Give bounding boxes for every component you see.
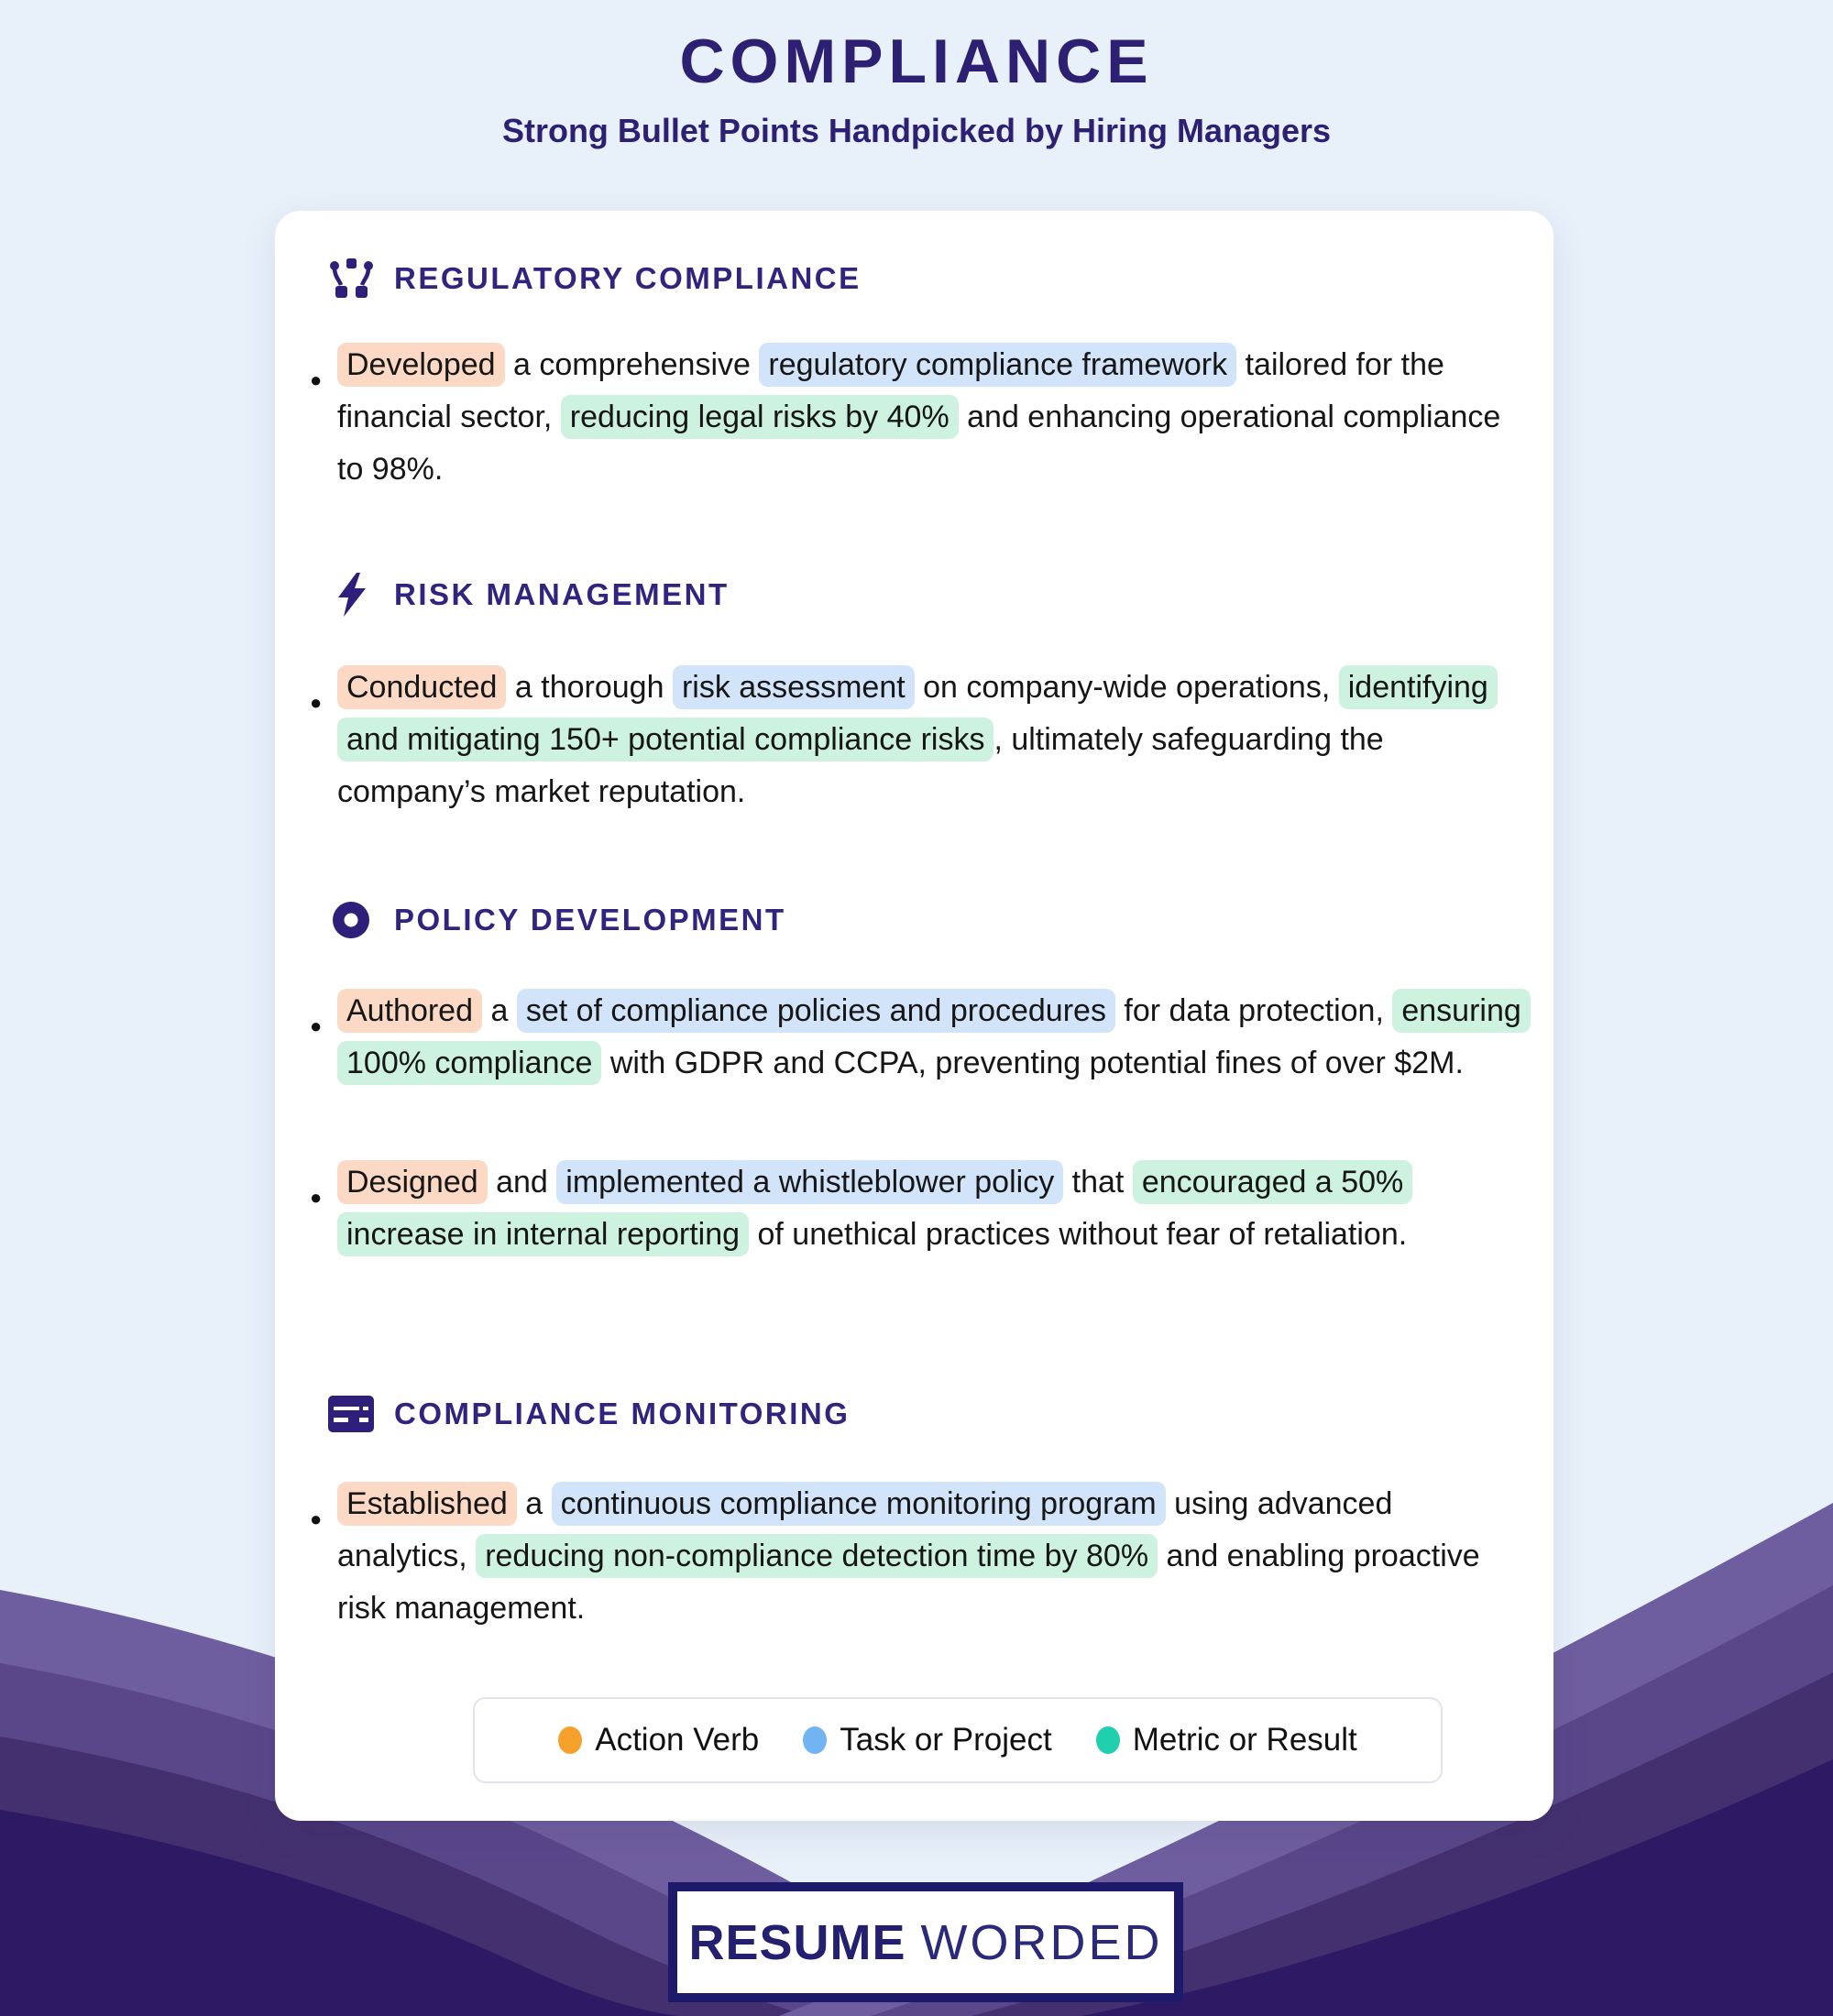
logo-text-light: WORDED — [920, 1914, 1163, 1970]
section-title: COMPLIANCE MONITORING — [394, 1397, 851, 1430]
legend-label: Task or Project — [840, 1722, 1052, 1758]
blue-dot-icon — [803, 1726, 827, 1754]
section-compliance-monitoring — [328, 1392, 850, 1436]
teal-dot-icon — [1096, 1726, 1120, 1754]
metric-highlight: reducing legal risks by 40% — [561, 395, 959, 439]
bullet-text: a — [516, 1486, 552, 1521]
section-title: REGULATORY COMPLIANCE — [394, 261, 862, 295]
task-highlight: regulatory compliance framework — [759, 343, 1236, 387]
task-highlight: continuous compliance monitoring program — [552, 1482, 1166, 1526]
action-verb-highlight: Authored — [337, 989, 482, 1033]
bullet-text: and — [487, 1165, 557, 1200]
bullet-text: using advanced analytics, — [337, 1486, 1393, 1573]
legend-label: Action Verb — [595, 1722, 760, 1758]
action-verb-highlight: Established — [337, 1482, 517, 1526]
section-title: POLICY DEVELOPMENT — [394, 903, 786, 937]
bullet-item — [310, 1478, 1529, 1635]
orange-dot-icon — [558, 1726, 582, 1754]
bullet-item — [310, 985, 1529, 1090]
lightning-icon — [328, 573, 374, 617]
action-verb-highlight: Developed — [337, 343, 505, 387]
bullet-text: a — [482, 993, 517, 1028]
section-risk-management — [328, 573, 730, 617]
resume-worded-logo — [668, 1882, 1183, 2002]
bullet-text: , ultimately safeguarding the company’s market reputation. — [337, 722, 1384, 809]
legend-item-task-or-project — [803, 1722, 1051, 1759]
section-title: RISK MANAGEMENT — [394, 577, 730, 611]
diagram-icon — [328, 257, 374, 301]
bullet-text: on company-wide operations, — [914, 670, 1339, 705]
bullet-text: a comprehensive — [504, 347, 760, 382]
logo-text-bold: RESUME — [688, 1914, 906, 1970]
metric-highlight: ensuring 100% compliance — [337, 989, 1531, 1085]
bullet-item — [310, 339, 1529, 496]
legend-label: Metric or Result — [1132, 1722, 1357, 1758]
bullet-text: of unethical practices without fear of retaliation. — [749, 1217, 1408, 1252]
bullet-item — [310, 1156, 1529, 1261]
legend-item-action-verb — [558, 1722, 759, 1759]
metric-highlight: reducing non-compliance detection time by 80% — [476, 1534, 1158, 1578]
page-subtitle: Strong Bullet Points Handpicked by Hiring Managers — [501, 112, 1332, 149]
bullet-item — [310, 662, 1529, 818]
bullet-text: for data protection, — [1114, 993, 1393, 1028]
bullet-text: a thorough — [506, 670, 673, 705]
bullet-text: and enhancing operational compliance to 98%. — [337, 400, 1501, 487]
page-title: COMPLIANCE — [679, 27, 1154, 96]
bullet-text: that — [1063, 1165, 1133, 1200]
task-highlight: implemented a whistleblower policy — [556, 1160, 1063, 1204]
list-card-icon — [328, 1392, 374, 1436]
task-highlight: risk assessment — [673, 665, 915, 709]
metric-highlight: identifying and mitigating 150+ potential compliance risks — [337, 665, 1498, 761]
action-verb-highlight: Designed — [337, 1160, 488, 1204]
content-card — [275, 211, 1553, 1821]
legend-item-metric-or-result — [1096, 1722, 1357, 1759]
target-icon — [328, 898, 374, 942]
action-verb-highlight: Conducted — [337, 665, 506, 709]
bullet-text: tailored for the financial sector, — [337, 347, 1444, 434]
legend — [473, 1697, 1443, 1783]
metric-highlight: encouraged a 50% increase in internal reporting — [337, 1160, 1412, 1256]
section-regulatory-compliance — [328, 257, 862, 301]
section-policy-development — [328, 898, 786, 942]
bullet-text: with GDPR and CCPA, preventing potential fines of over $2M. — [601, 1046, 1464, 1080]
bullet-text: and enabling proactive risk management. — [337, 1539, 1480, 1626]
task-highlight: set of compliance policies and procedures — [517, 989, 1115, 1033]
